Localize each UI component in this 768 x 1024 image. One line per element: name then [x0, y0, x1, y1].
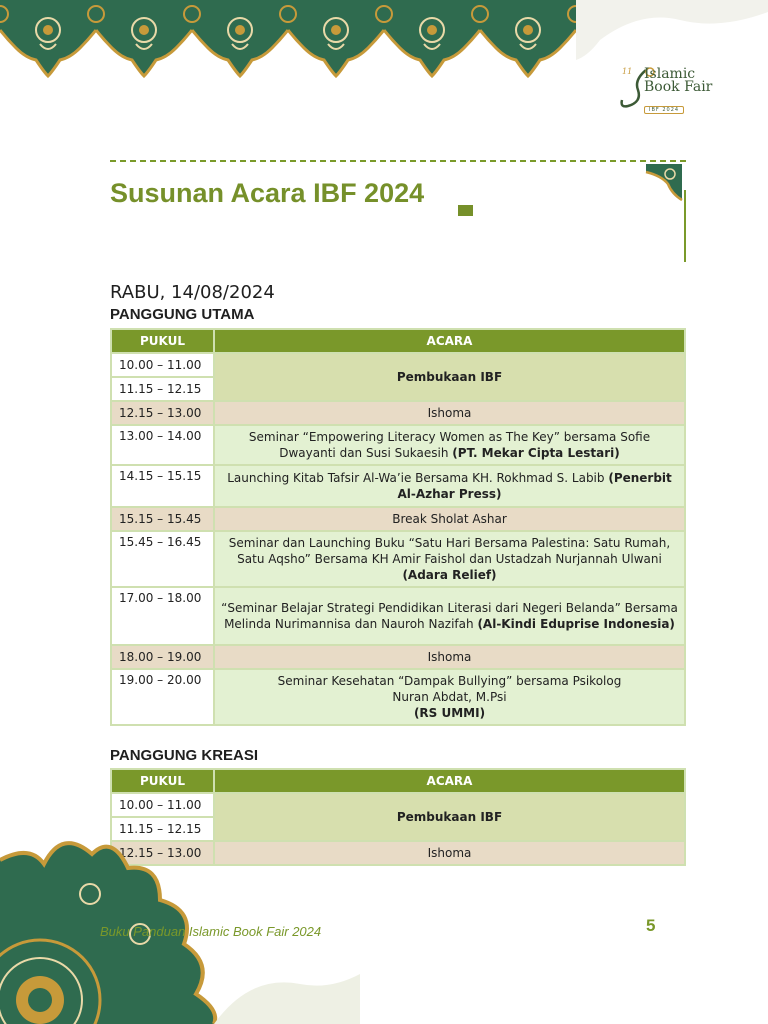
row-time: 10.00 – 11.00: [111, 793, 214, 817]
event-organizer: (Penerbit Al-Azhar Press): [397, 471, 672, 501]
event-text: Ishoma: [427, 846, 472, 860]
row-event: [214, 587, 685, 645]
table-row: [111, 507, 685, 531]
row-event: [214, 401, 685, 425]
logo-year: IBF 2024: [644, 106, 684, 114]
row-event: [214, 465, 685, 507]
corner-ornament-icon: [642, 160, 686, 204]
col-header-event: ACARA: [214, 329, 685, 353]
row-time: 11.15 – 12.15: [111, 377, 214, 401]
islamic-book-fair-logo: [614, 62, 714, 118]
event-organizer: (PT. Mekar Cipta Lestari): [452, 446, 620, 460]
page-title: Susunan Acara IBF 2024: [110, 178, 425, 208]
title-dashed-line: [110, 160, 686, 162]
logo-line-2: Book Fair: [644, 79, 713, 95]
row-event: [214, 669, 685, 725]
row-event: [214, 507, 685, 531]
row-time: 18.00 – 19.00: [111, 645, 214, 669]
row-event: [214, 425, 685, 465]
footer-text: Buku Panduan Islamic Book Fair 2024: [100, 924, 322, 939]
page-number: 5: [646, 916, 656, 935]
table-row: [111, 587, 685, 645]
logo-edition: 11: [622, 67, 633, 76]
col-header-time: PUKUL: [111, 769, 214, 793]
table-row: [111, 669, 685, 725]
event-text: Launching Kitab Tafsir Al-Wa’ie Bersama KH. Rokhmad S. Labib: [227, 471, 609, 485]
col-header-time: PUKUL: [111, 329, 214, 353]
event-text: “Seminar Belajar Strategi Pendidikan Literasi dari Negeri Belanda” Bersama Melinda Nurimannisa dan Nauroh Nazifah: [221, 601, 678, 631]
event-text: Ishoma: [427, 650, 472, 664]
event-text: Pembukaan IBF: [396, 370, 503, 384]
table-row: [111, 645, 685, 669]
stage-heading-utama: PANGGUNG UTAMA: [110, 306, 255, 323]
event-organizer: (RS UMMI): [413, 706, 486, 720]
table-header-row: [111, 769, 685, 793]
event-text: Ishoma: [427, 406, 472, 420]
schedule-table-utama: [110, 328, 686, 726]
row-time: 13.00 – 14.00: [111, 425, 214, 465]
event-text: Break Sholat Ashar: [392, 512, 507, 526]
event-text: Seminar “Empowering Literacy Women as The Key” bersama Sofie Dwayanti dan Susi Sukaesih: [248, 430, 651, 460]
table-row: [111, 531, 685, 587]
day-heading: RABU, 14/08/2024: [110, 282, 275, 303]
table-row: [111, 793, 685, 817]
row-time: 15.15 – 15.45: [111, 507, 214, 531]
table-row: [111, 465, 685, 507]
row-event: [214, 645, 685, 669]
table-row: [111, 401, 685, 425]
table-row: [111, 425, 685, 465]
col-header-event: ACARA: [214, 769, 685, 793]
row-time: 19.00 – 20.00: [111, 669, 214, 725]
row-event: [214, 353, 685, 401]
row-event: [214, 531, 685, 587]
row-time: 12.15 – 13.00: [111, 401, 214, 425]
row-time: 15.45 – 16.45: [111, 531, 214, 587]
row-time: 11.15 – 12.15: [111, 817, 214, 841]
row-time: 14.15 – 15.15: [111, 465, 214, 507]
row-time: 10.00 – 11.00: [111, 353, 214, 377]
table-row: [111, 353, 685, 377]
logo-line-1: Islamic: [644, 66, 696, 82]
row-time: 12.15 – 13.00: [111, 841, 214, 865]
event-text: Seminar dan Launching Buku “Satu Hari Bersama Palestina: Satu Rumah, Satu Aqsho” Bersama KH Amir Faishol dan Ustadzah Nurjannah Ulwani: [228, 536, 671, 566]
stage-heading-kreasi: PANGGUNG KREASI: [110, 747, 259, 764]
event-organizer: (Adara Relief): [402, 568, 497, 582]
table-header-row: [111, 329, 685, 353]
logo-wordmark: [644, 68, 712, 94]
event-text: Pembukaan IBF: [396, 810, 503, 824]
title-accent-square: [458, 205, 473, 216]
row-time: 17.00 – 18.00: [111, 587, 214, 645]
event-organizer: (Al-Kindi Eduprise Indonesia): [477, 617, 675, 631]
event-text: Seminar Kesehatan “Dampak Bullying” bersama Psikolog Nuran Abdat, M.Psi: [277, 674, 622, 704]
